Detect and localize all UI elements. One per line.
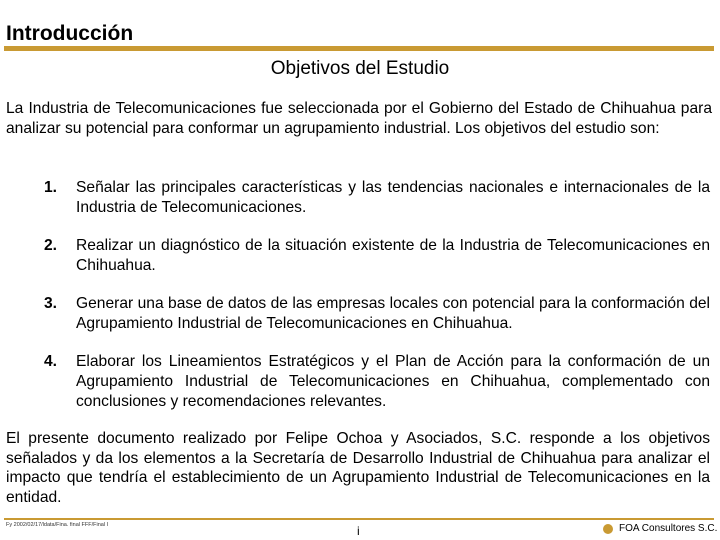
conclusion-paragraph: El presente documento realizado por Felipe Ochoa y Asociados, S.C. responde a los objetivos señalados y da los elementos a la Secretaría de Desarrollo Industrial de Chihuahua para analizar el impacto que tendría el establecimiento de un Agrupamiento Industrial de Telecomunicaciones en la entidad.: [6, 430, 710, 506]
section-title-text: Objetivos del Estudio: [270, 58, 450, 79]
objective-number: 4.: [44, 353, 58, 370]
footer-rule: [4, 518, 714, 520]
objective-text: Generar una base de datos de las empresas locales con potencial para la conformación del Agrupamiento Industrial de Telecomunicaciones en Chihuahua.: [76, 295, 710, 332]
footer-brand: [603, 523, 717, 534]
intro-paragraph: La Industria de Telecomunicaciones fue seleccionada por el Gobierno del Estado de Chihuahua para analizar su potencial para conformar un agrupamiento industrial. Los objetivos del estudio son:: [6, 100, 712, 137]
objective-number: 2.: [44, 237, 58, 254]
brand-logo-icon: [603, 524, 613, 534]
objective-text: Señalar las principales características y las tendencias nacionales e internacionales de la Industria de Telecomunicaciones.: [76, 179, 710, 216]
objective-number: 1.: [44, 179, 58, 196]
header-rule: [4, 46, 714, 51]
objective-text: Realizar un diagnóstico de la situación existente de la Industria de Telecomunicaciones en Chihuahua.: [76, 237, 710, 274]
page-number: i: [357, 524, 360, 538]
objective-number: 3.: [44, 295, 58, 312]
objective-text: Elaborar los Lineamientos Estratégicos y el Plan de Acción para la conformación de un Agrupamiento Industrial de Telecomunicaciones en Chihuahua, complementado con conclusiones y recomendaciones relevantes.: [76, 353, 710, 410]
brand-name: FOA Consultores S.C.: [619, 523, 718, 534]
page-title: Introducción: [6, 22, 134, 45]
section-title: [0, 58, 720, 80]
footer-file-path: Fy 2002/02/17/ldata/Fina. final FFF/Final I: [6, 522, 109, 528]
